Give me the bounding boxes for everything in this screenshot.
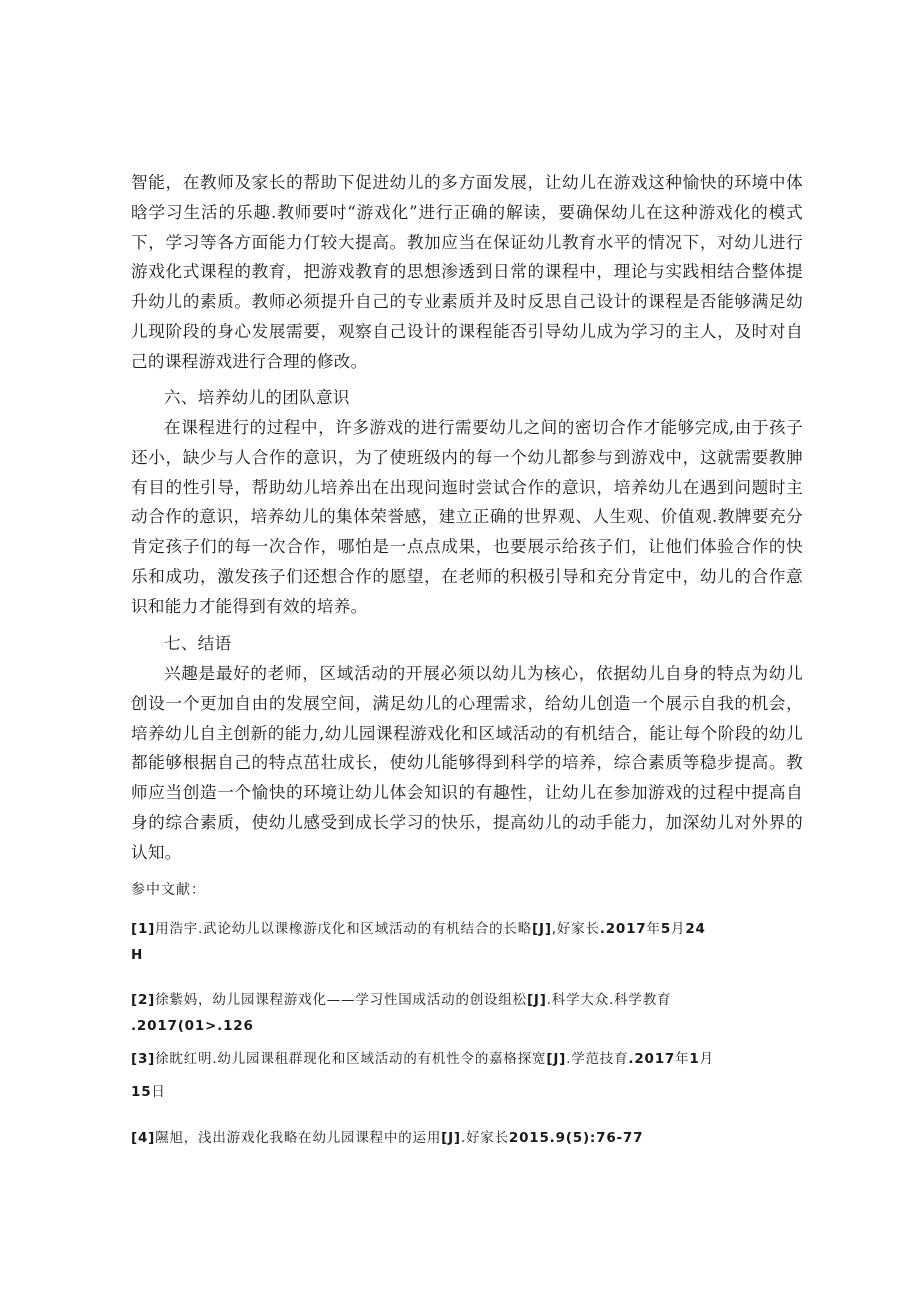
ref-source: .科学大众.科学教育 (546, 992, 672, 1008)
reference-1-line2 (131, 947, 143, 963)
ref-year: .2017 (628, 1051, 676, 1067)
ref-source: ,好家长 (551, 921, 600, 937)
ref-tag: [J] (546, 1051, 567, 1067)
ref-continuation: H (131, 947, 144, 963)
reference-3-line2 (131, 1080, 166, 1100)
ref-text: 隰旭，浅出游戏化我略在幼儿园课程中的运用 (155, 1130, 442, 1146)
ref-source: .好家长 (460, 1130, 509, 1146)
references-title: 参中文献： (131, 882, 206, 898)
ref-day: 24 (685, 921, 706, 937)
ref-year-unit: 年 (646, 921, 661, 937)
ref-continuation: 15 (131, 1084, 152, 1100)
reference-3 (131, 1047, 714, 1067)
ref-pages: 2015.9(5):76-77 (508, 1130, 644, 1146)
ref-month-unit: 月 (699, 1051, 714, 1067)
ref-tag: [J] (532, 921, 552, 937)
ref-number: [1] (131, 921, 156, 937)
ref-month: 1 (689, 1051, 700, 1067)
ref-number: [2] (131, 992, 156, 1008)
ref-source: .学范技育 (566, 1051, 629, 1067)
ref-tag: [J] (526, 992, 547, 1008)
section-heading-6: 六、培养幼儿的团队意识 (164, 388, 350, 407)
paragraph-conclusion: 兴趣是最好的老师，区域活动的开展必须以幼儿为核心，依据幼儿自身的特点为幼儿创设一个更加自由的发展空间，满足幼儿的心理需求，给幼儿创造一个展示自我的机会，培养幼儿自主创新的能力,幼儿园课程游戏化和区域活动的有机结合，能让每个阶段的幼儿都能够根据自己的特点茁壮成长，使幼儿能够得到科学的培养，综合素质等稳步提高。教师应当创造一个愉快的环境让幼儿体会知识的有趣性，让幼儿在参加游戏的过程中提高自身的综合素质，使幼儿感受到成长学习的快乐，提高幼儿的动手能力，加深幼儿对外界的认知。 (131, 664, 803, 862)
ref-tag: [J] (441, 1130, 461, 1146)
ref-number: [3] (131, 1051, 156, 1067)
ref-text: 用浩宇.武论幼儿以课橡游戊化和区域活动的有机结合的长略 (155, 921, 533, 937)
section-heading-7: 七、结语 (164, 634, 232, 653)
reference-4 (131, 1126, 643, 1146)
ref-month-unit: 月 (671, 921, 686, 937)
paragraph-teamwork: 在课程进行的过程中，许多游戏的进行需要幼儿之间的密切合作才能够完成,由于孩子还小，缺少与人合作的意识，为了使班级内的每一个幼儿都参与到游戏中，这就需要教胂有目的性引导，帮助幼儿培养出在出现问迤时尝试合作的意识，培养幼儿在遇到问题时主动合作的意识，培养幼儿的集体荣誉感，建立正确的世界观、人生观、价值观.教牌要充分肯定孩子们的每一次合作，哪怕是一点点成果，也要展示给孩子们，让他们体验合作的快乐和成功，激发孩子们还想合作的愿望，在老师的积极引导和充分肯定中，幼儿的合作意识和能力才能得到有效的培养。 (131, 418, 803, 616)
ref-continuation: .2017(01>.126 (131, 1018, 254, 1034)
ref-year: .2017 (599, 921, 647, 937)
ref-number: [4] (131, 1130, 156, 1146)
ref-text: 徐紫妈，幼儿园课程游戏化——学习性国成活动的创设组松 (155, 992, 527, 1008)
reference-1 (131, 917, 706, 937)
ref-year-unit: 年 (675, 1051, 690, 1067)
ref-day-unit: 日 (151, 1084, 166, 1100)
ref-month: 5 (660, 921, 672, 937)
ref-text: 徐眈红明.幼儿园课租群现化和区域活动的有机性令的嘉格探宽 (155, 1051, 547, 1067)
reference-2 (131, 988, 671, 1008)
paragraph-continuation: 智能，在教师及家长的帮助下促进幼儿的多方面发展，让幼儿在游戏这种愉快的环境中体晗学习生活的乐趣.教师要吋“游戏化”进行正确的解读，要确保幼儿在这种游戏化的模式下，学习等各方面能力仃较大提高。教加应当在保证幼儿教育水平的情况下，对幼儿进行游戏化式课程的教育，把游戏教育的思想渗透到日常的课程中，理论与实践相结合整体提升幼儿的素质。教师必须提升自己的专业素质并及时反思自己设计的课程是否能够满足幼儿现阶段的身心发展需要，观察自己设计的课程能否引导幼儿成为学习的主人，及时对自己的课程游戏进行合理的修改。 (131, 173, 803, 371)
reference-2-line2 (131, 1018, 254, 1034)
